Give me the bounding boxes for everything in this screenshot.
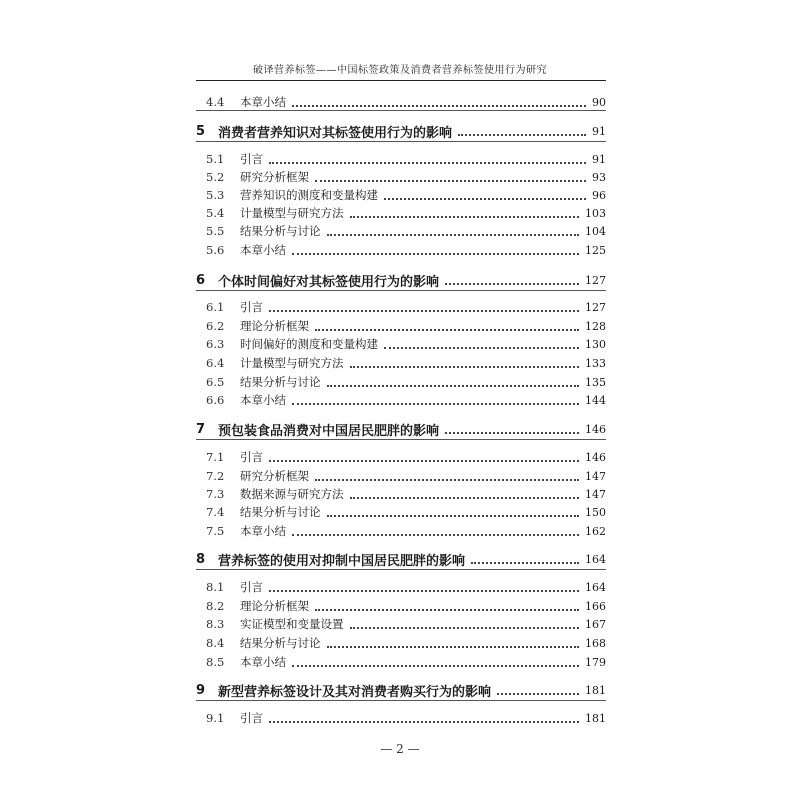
entry-number: 5.1	[206, 152, 225, 166]
entry-title: 本章小结	[240, 393, 286, 407]
dot-leader	[350, 496, 580, 499]
entry-page-number: 167	[585, 617, 606, 631]
entry-number: 5.3	[206, 188, 225, 202]
entry-number: 5	[196, 123, 206, 139]
entry-page-number: 166	[585, 599, 606, 613]
dot-leader	[384, 197, 586, 200]
section-entry[interactable]	[196, 149, 606, 169]
entry-title: 时间偏好的测度和变量构建	[240, 337, 378, 351]
entry-title: 计量模型与研究方法	[240, 206, 344, 220]
section-entry[interactable]	[196, 297, 606, 317]
chapter-entry[interactable]	[196, 121, 606, 141]
entry-title: 理论分析框架	[240, 599, 309, 613]
dot-leader	[497, 692, 579, 695]
section-entry[interactable]	[196, 185, 606, 205]
dot-leader	[458, 133, 586, 136]
dot-leader	[269, 589, 579, 592]
entry-number: 6.1	[206, 300, 225, 314]
dot-leader	[269, 161, 586, 164]
entry-title: 本章小结	[240, 243, 286, 257]
entry-title: 新型营养标签设计及其对消费者购买行为的影响	[218, 684, 492, 700]
entry-page-number: 146	[585, 450, 606, 464]
chapter-entry[interactable]	[196, 680, 606, 700]
section-entry[interactable]	[196, 316, 606, 336]
chapter-divider	[196, 110, 606, 111]
dot-leader	[315, 179, 586, 182]
entry-title: 本章小结	[240, 524, 286, 538]
entry-number: 8.4	[206, 636, 225, 650]
section-entry[interactable]	[196, 708, 606, 728]
dot-leader	[350, 626, 580, 629]
entry-title: 引言	[240, 300, 263, 314]
entry-page-number: 125	[585, 243, 606, 257]
entry-number: 7.1	[206, 450, 225, 464]
entry-page-number: 93	[592, 170, 606, 184]
chapter-entry[interactable]	[196, 419, 606, 439]
entry-page-number: 181	[585, 711, 606, 725]
dot-leader	[292, 664, 579, 667]
section-entry[interactable]	[196, 334, 606, 354]
chapter-entry[interactable]	[196, 270, 606, 290]
entry-title: 结果分析与讨论	[240, 375, 321, 389]
entry-title: 结果分析与讨论	[240, 224, 321, 238]
chapter-divider	[196, 290, 606, 291]
chapter-divider	[196, 700, 606, 701]
dot-leader	[292, 533, 579, 536]
dot-leader	[327, 233, 580, 236]
running-header: 破译营养标签——中国标签政策及消费者营养标签使用行为研究	[253, 65, 547, 76]
entry-title: 预包装食品消费对中国居民肥胖的影响	[218, 423, 440, 439]
entry-page-number: 130	[585, 337, 606, 351]
dot-leader	[471, 561, 579, 564]
entry-title: 计量模型与研究方法	[240, 356, 344, 370]
entry-title: 实证模型和变量设置	[240, 617, 344, 631]
entry-page-number: 91	[592, 124, 606, 138]
section-entry[interactable]	[196, 466, 606, 486]
entry-page-number: 128	[585, 319, 606, 333]
chapter-divider	[196, 141, 606, 142]
entry-title: 引言	[240, 152, 263, 166]
entry-page-number: 164	[585, 552, 606, 566]
entry-number: 6.3	[206, 337, 225, 351]
entry-number: 7.3	[206, 487, 225, 501]
entry-number: 9	[196, 682, 206, 698]
header-rule	[196, 80, 606, 81]
section-entry[interactable]	[196, 652, 606, 672]
entry-title: 引言	[240, 450, 263, 464]
entry-page-number: 103	[585, 206, 606, 220]
section-entry[interactable]	[196, 390, 606, 410]
entry-number: 6.6	[206, 393, 225, 407]
entry-title: 消费者营养知识对其标签使用行为的影响	[218, 125, 453, 141]
entry-page-number: 127	[585, 300, 606, 314]
entry-number: 8.5	[206, 655, 225, 669]
chapter-entry[interactable]	[196, 549, 606, 569]
chapter-divider	[196, 569, 606, 570]
entry-number: 6.2	[206, 319, 225, 333]
entry-number: 6.5	[206, 375, 225, 389]
dot-leader	[292, 104, 586, 107]
section-entry[interactable]	[196, 577, 606, 597]
dot-leader	[327, 645, 580, 648]
dot-leader	[292, 252, 579, 255]
entry-number: 7.2	[206, 469, 225, 483]
entry-page-number: 146	[585, 422, 606, 436]
entry-page-number: 133	[585, 356, 606, 370]
entry-title: 研究分析框架	[240, 170, 309, 184]
chapter-divider	[196, 439, 606, 440]
entry-number: 7	[196, 421, 206, 437]
entry-title: 本章小结	[240, 95, 286, 109]
dot-leader	[315, 478, 579, 481]
entry-number: 5.6	[206, 243, 225, 257]
entry-number: 5.2	[206, 170, 225, 184]
entry-title: 本章小结	[240, 655, 286, 669]
section-entry[interactable]	[196, 502, 606, 522]
entry-page-number: 147	[585, 487, 606, 501]
dot-leader	[292, 402, 579, 405]
dot-leader	[269, 459, 579, 462]
entry-title: 研究分析框架	[240, 469, 309, 483]
entry-page-number: 90	[592, 95, 606, 109]
entry-number: 8.2	[206, 599, 225, 613]
entry-page-number: 181	[585, 683, 606, 697]
section-entry[interactable]	[196, 92, 606, 112]
dot-leader	[315, 328, 579, 331]
section-entry[interactable]	[196, 240, 606, 260]
entry-title: 结果分析与讨论	[240, 505, 321, 519]
entry-title: 引言	[240, 711, 263, 725]
section-entry[interactable]	[196, 353, 606, 373]
dot-leader	[350, 215, 580, 218]
entry-page-number: 164	[585, 580, 606, 594]
entry-page-number: 147	[585, 469, 606, 483]
entry-page-number: 91	[592, 152, 606, 166]
entry-title: 营养知识的测度和变量构建	[240, 188, 378, 202]
entry-page-number: 144	[585, 393, 606, 407]
entry-number: 8.1	[206, 580, 225, 594]
section-entry[interactable]	[196, 372, 606, 392]
section-entry[interactable]	[196, 521, 606, 541]
dot-leader	[315, 608, 579, 611]
dot-leader	[269, 720, 579, 723]
entry-number: 4.4	[206, 95, 225, 109]
entry-number: 7.4	[206, 505, 225, 519]
section-entry[interactable]	[196, 167, 606, 187]
dot-leader	[445, 431, 579, 434]
dot-leader	[327, 514, 580, 517]
section-entry[interactable]	[196, 484, 606, 504]
entry-number: 6.4	[206, 356, 225, 370]
entry-title: 引言	[240, 580, 263, 594]
section-entry[interactable]	[196, 447, 606, 467]
dot-leader	[445, 282, 579, 285]
entry-number: 5.4	[206, 206, 225, 220]
entry-number: 8	[196, 551, 206, 567]
entry-title: 结果分析与讨论	[240, 636, 321, 650]
entry-title: 个体时间偏好对其标签使用行为的影响	[218, 274, 440, 290]
dot-leader	[384, 346, 579, 349]
entry-number: 7.5	[206, 524, 225, 538]
dot-leader	[269, 309, 579, 312]
entry-page-number: 162	[585, 524, 606, 538]
entry-page-number: 135	[585, 375, 606, 389]
entry-page-number: 179	[585, 655, 606, 669]
dot-leader	[327, 384, 580, 387]
section-entry[interactable]	[196, 203, 606, 223]
entry-page-number: 127	[585, 273, 606, 287]
page-number: — 2 —	[380, 742, 420, 756]
entry-page-number: 150	[585, 505, 606, 519]
entry-number: 5.5	[206, 224, 225, 238]
entry-page-number: 104	[585, 224, 606, 238]
entry-title: 营养标签的使用对抑制中国居民肥胖的影响	[218, 553, 466, 569]
entry-page-number: 168	[585, 636, 606, 650]
section-entry[interactable]	[196, 614, 606, 634]
entry-title: 理论分析框架	[240, 319, 309, 333]
entry-title: 数据来源与研究方法	[240, 487, 344, 501]
entry-page-number: 96	[592, 188, 606, 202]
section-entry[interactable]	[196, 633, 606, 653]
dot-leader	[350, 365, 580, 368]
section-entry[interactable]	[196, 221, 606, 241]
entry-number: 8.3	[206, 617, 225, 631]
entry-number: 6	[196, 272, 206, 288]
entry-number: 9.1	[206, 711, 225, 725]
section-entry[interactable]	[196, 596, 606, 616]
